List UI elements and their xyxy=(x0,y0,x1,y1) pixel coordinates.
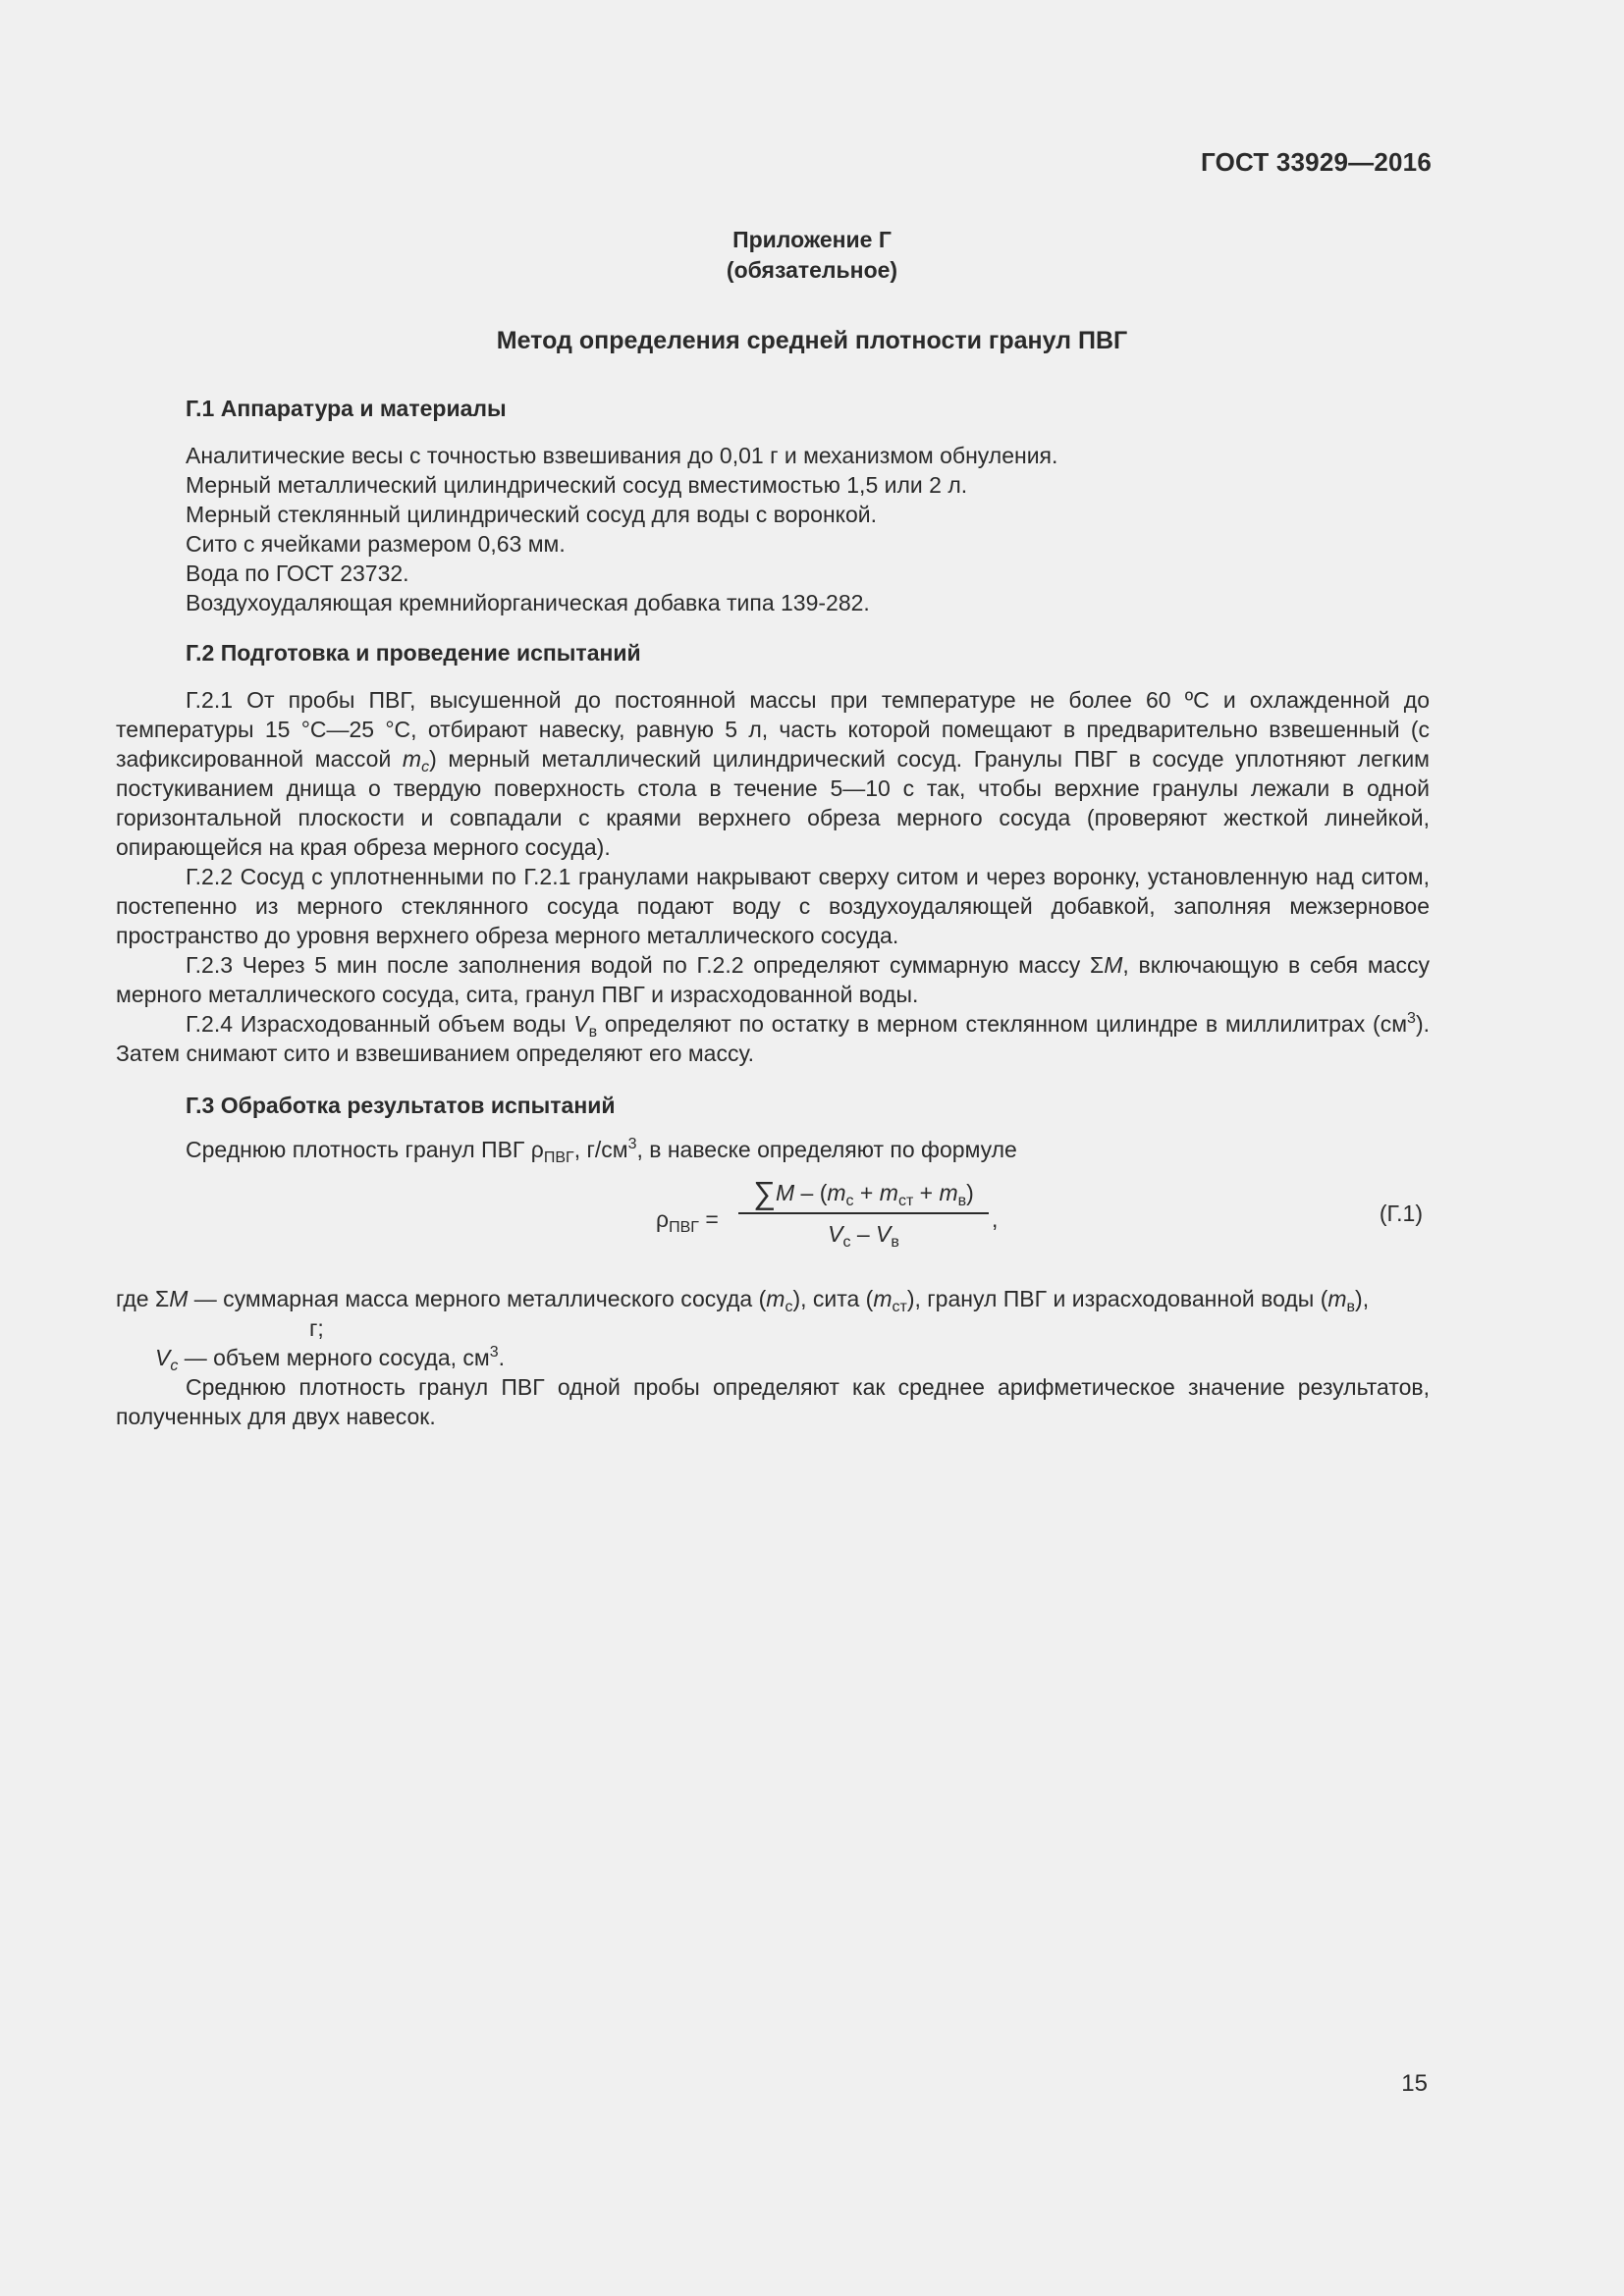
text-run: ). Затем снимают сито и взвешиванием определяют его массу. xyxy=(116,1011,1430,1066)
operator: – xyxy=(850,1221,877,1247)
subscript: c xyxy=(170,1358,179,1374)
equipment-list xyxy=(116,441,1430,617)
variable: m xyxy=(827,1180,846,1205)
text-run: где Σ xyxy=(116,1286,170,1311)
operator: + xyxy=(913,1180,940,1205)
equipment-item: Сито с ячейками размером 0,63 мм. xyxy=(186,531,566,557)
text-run: ), гранул ПВГ и израсходованной воды ( xyxy=(906,1286,1328,1311)
equals-sign: = xyxy=(698,1206,719,1232)
paragraph-g2-1 xyxy=(116,685,1430,862)
operator: + xyxy=(853,1180,880,1205)
method-title: Метод определения средней плотности гранул ПВГ xyxy=(496,327,1128,354)
subscript: в xyxy=(1346,1299,1356,1315)
density-formula xyxy=(0,1173,1624,1267)
where-line-2 xyxy=(116,1343,1430,1372)
subscript: ст xyxy=(892,1299,907,1315)
variable: m xyxy=(1327,1286,1347,1311)
sum-symbol: ∑ xyxy=(753,1175,776,1210)
paragraph-g2-3 xyxy=(116,950,1430,1009)
subscript: ПВГ xyxy=(669,1219,699,1236)
section-heading-g2: Г.2 Подготовка и проведение испытаний xyxy=(186,640,641,666)
appendix-kind: (обязательное) xyxy=(726,257,898,283)
text-run: Г.2.4 Израсходованный объем воды xyxy=(186,1011,574,1037)
superscript: 3 xyxy=(489,1344,499,1361)
text-run: ), xyxy=(1355,1286,1370,1311)
paragraph-g3-intro xyxy=(116,1135,1430,1164)
g3-intro xyxy=(116,1135,1430,1164)
appendix-title: Приложение Г xyxy=(732,227,892,252)
variable: V xyxy=(876,1221,892,1247)
where-clause xyxy=(116,1284,1430,1431)
text-run: Г.2.1 От пробы ПВГ, высушенной до постоянной массы при температуре не более 60 ºС и охлажденной до температуры 15 °С—25 °С, отбирают навеску, равную 5 л, часть которой помещают в предварительно взвешенный (с зафиксированной массой xyxy=(116,687,1430,772)
g2-body xyxy=(116,685,1430,1068)
subscript: c xyxy=(421,759,430,775)
superscript: 3 xyxy=(627,1136,637,1152)
text-run: ) мерный металлический цилиндрический сосуд. Гранулы ПВГ в сосуде уплотняют легким постукиванием днища о твердую поверхность стола в течение 5—10 с так, чтобы верхние гранулы лежали в одной горизонтальной плоскости и совпадали с краями верхнего обреза мерного сосуда (проверяют жесткой линейкой, опирающейся на края обреза мерного сосуда). xyxy=(116,746,1430,860)
operator: ) xyxy=(966,1180,974,1205)
closing-paragraph: Среднюю плотность гранул ПВГ одной пробы определяют как среднее арифметическое значение результатов, полученных для двух навесок. xyxy=(116,1374,1430,1429)
section-heading-g1: Г.1 Аппаратура и материалы xyxy=(186,396,507,421)
formula-denominator xyxy=(738,1214,989,1254)
text-run: . xyxy=(498,1345,506,1370)
formula-number: (Г.1) xyxy=(1379,1201,1423,1226)
variable: m xyxy=(402,746,422,772)
subscript: с xyxy=(842,1234,851,1251)
text-run: — объем мерного сосуда, см xyxy=(178,1345,490,1370)
text-run: , г/см xyxy=(573,1137,628,1162)
variable: m xyxy=(939,1180,958,1205)
rho-symbol: ρ xyxy=(656,1206,670,1232)
equipment-item: Мерный стеклянный цилиндрический сосуд для воды с воронкой. xyxy=(186,502,878,527)
where-unit: г; xyxy=(309,1315,324,1341)
subscript: с xyxy=(785,1299,793,1315)
text-run: Г.2.3 Через 5 мин после заполнения водой по Г.2.2 определяют суммарную массу Σ xyxy=(186,952,1105,978)
formula-fraction xyxy=(738,1173,989,1254)
variable: m xyxy=(873,1286,893,1311)
formula-lhs xyxy=(656,1206,719,1236)
text-run: Среднюю плотность гранул ПВГ ρ xyxy=(186,1137,544,1162)
subscript: ПВГ xyxy=(543,1149,574,1166)
superscript: 3 xyxy=(1407,1010,1416,1027)
document-id: ГОСТ 33929—2016 xyxy=(1201,147,1432,177)
equipment-item: Аналитические весы с точностью взвешивания до 0,01 г и механизмом обнуления. xyxy=(186,443,1058,468)
paragraph-g2-4 xyxy=(116,1009,1430,1068)
formula-comma: , xyxy=(992,1206,999,1232)
operator: – ( xyxy=(794,1180,828,1205)
variable: V xyxy=(573,1011,589,1037)
equipment-item: Вода по ГОСТ 23732. xyxy=(186,561,409,586)
variable: m xyxy=(766,1286,785,1311)
subscript: в xyxy=(957,1193,967,1209)
text-run: ), сита ( xyxy=(792,1286,874,1311)
text-run: определяют по остатку в мерном стеклянном цилиндре в миллилитрах (см xyxy=(597,1011,1408,1037)
text-run: , в навеске определяют по формуле xyxy=(636,1137,1017,1162)
formula-numerator xyxy=(738,1173,989,1212)
variable: V xyxy=(828,1221,843,1247)
variable: M xyxy=(169,1286,189,1311)
equipment-item: Мерный металлический цилиндрический сосуд вместимостью 1,5 или 2 л. xyxy=(186,472,968,498)
equipment-item: Воздухоудаляющая кремнийорганическая добавка типа 139-282. xyxy=(186,590,870,615)
text-run: — суммарная масса мерного металлического сосуда ( xyxy=(188,1286,767,1311)
text-run: , включающую в себя массу мерного металлического сосуда, сита, гранул ПВГ и израсходованной воды. xyxy=(116,952,1430,1007)
subscript: с xyxy=(845,1193,854,1209)
subscript: ст xyxy=(897,1193,914,1209)
subscript: в xyxy=(588,1024,598,1041)
variable: M xyxy=(1104,952,1123,978)
paragraph-g2-2: Г.2.2 Сосуд с уплотненными по Г.2.1 гранулами накрывают сверху ситом и через воронку, установленную над ситом, постепенно из мерного стеклянного сосуда подают воду с воздухоудаляющей добавкой, заполняя межзерновое пространство до уровня верхнего обреза мерного металлического сосуда. xyxy=(116,864,1430,948)
page-number: 15 xyxy=(1401,2070,1428,2097)
variable: V xyxy=(155,1345,171,1370)
variable: M xyxy=(775,1180,795,1205)
section-heading-g3: Г.3 Обработка результатов испытаний xyxy=(186,1093,616,1118)
where-line-1 xyxy=(116,1284,1430,1313)
variable: m xyxy=(879,1180,898,1205)
subscript: в xyxy=(891,1234,899,1251)
